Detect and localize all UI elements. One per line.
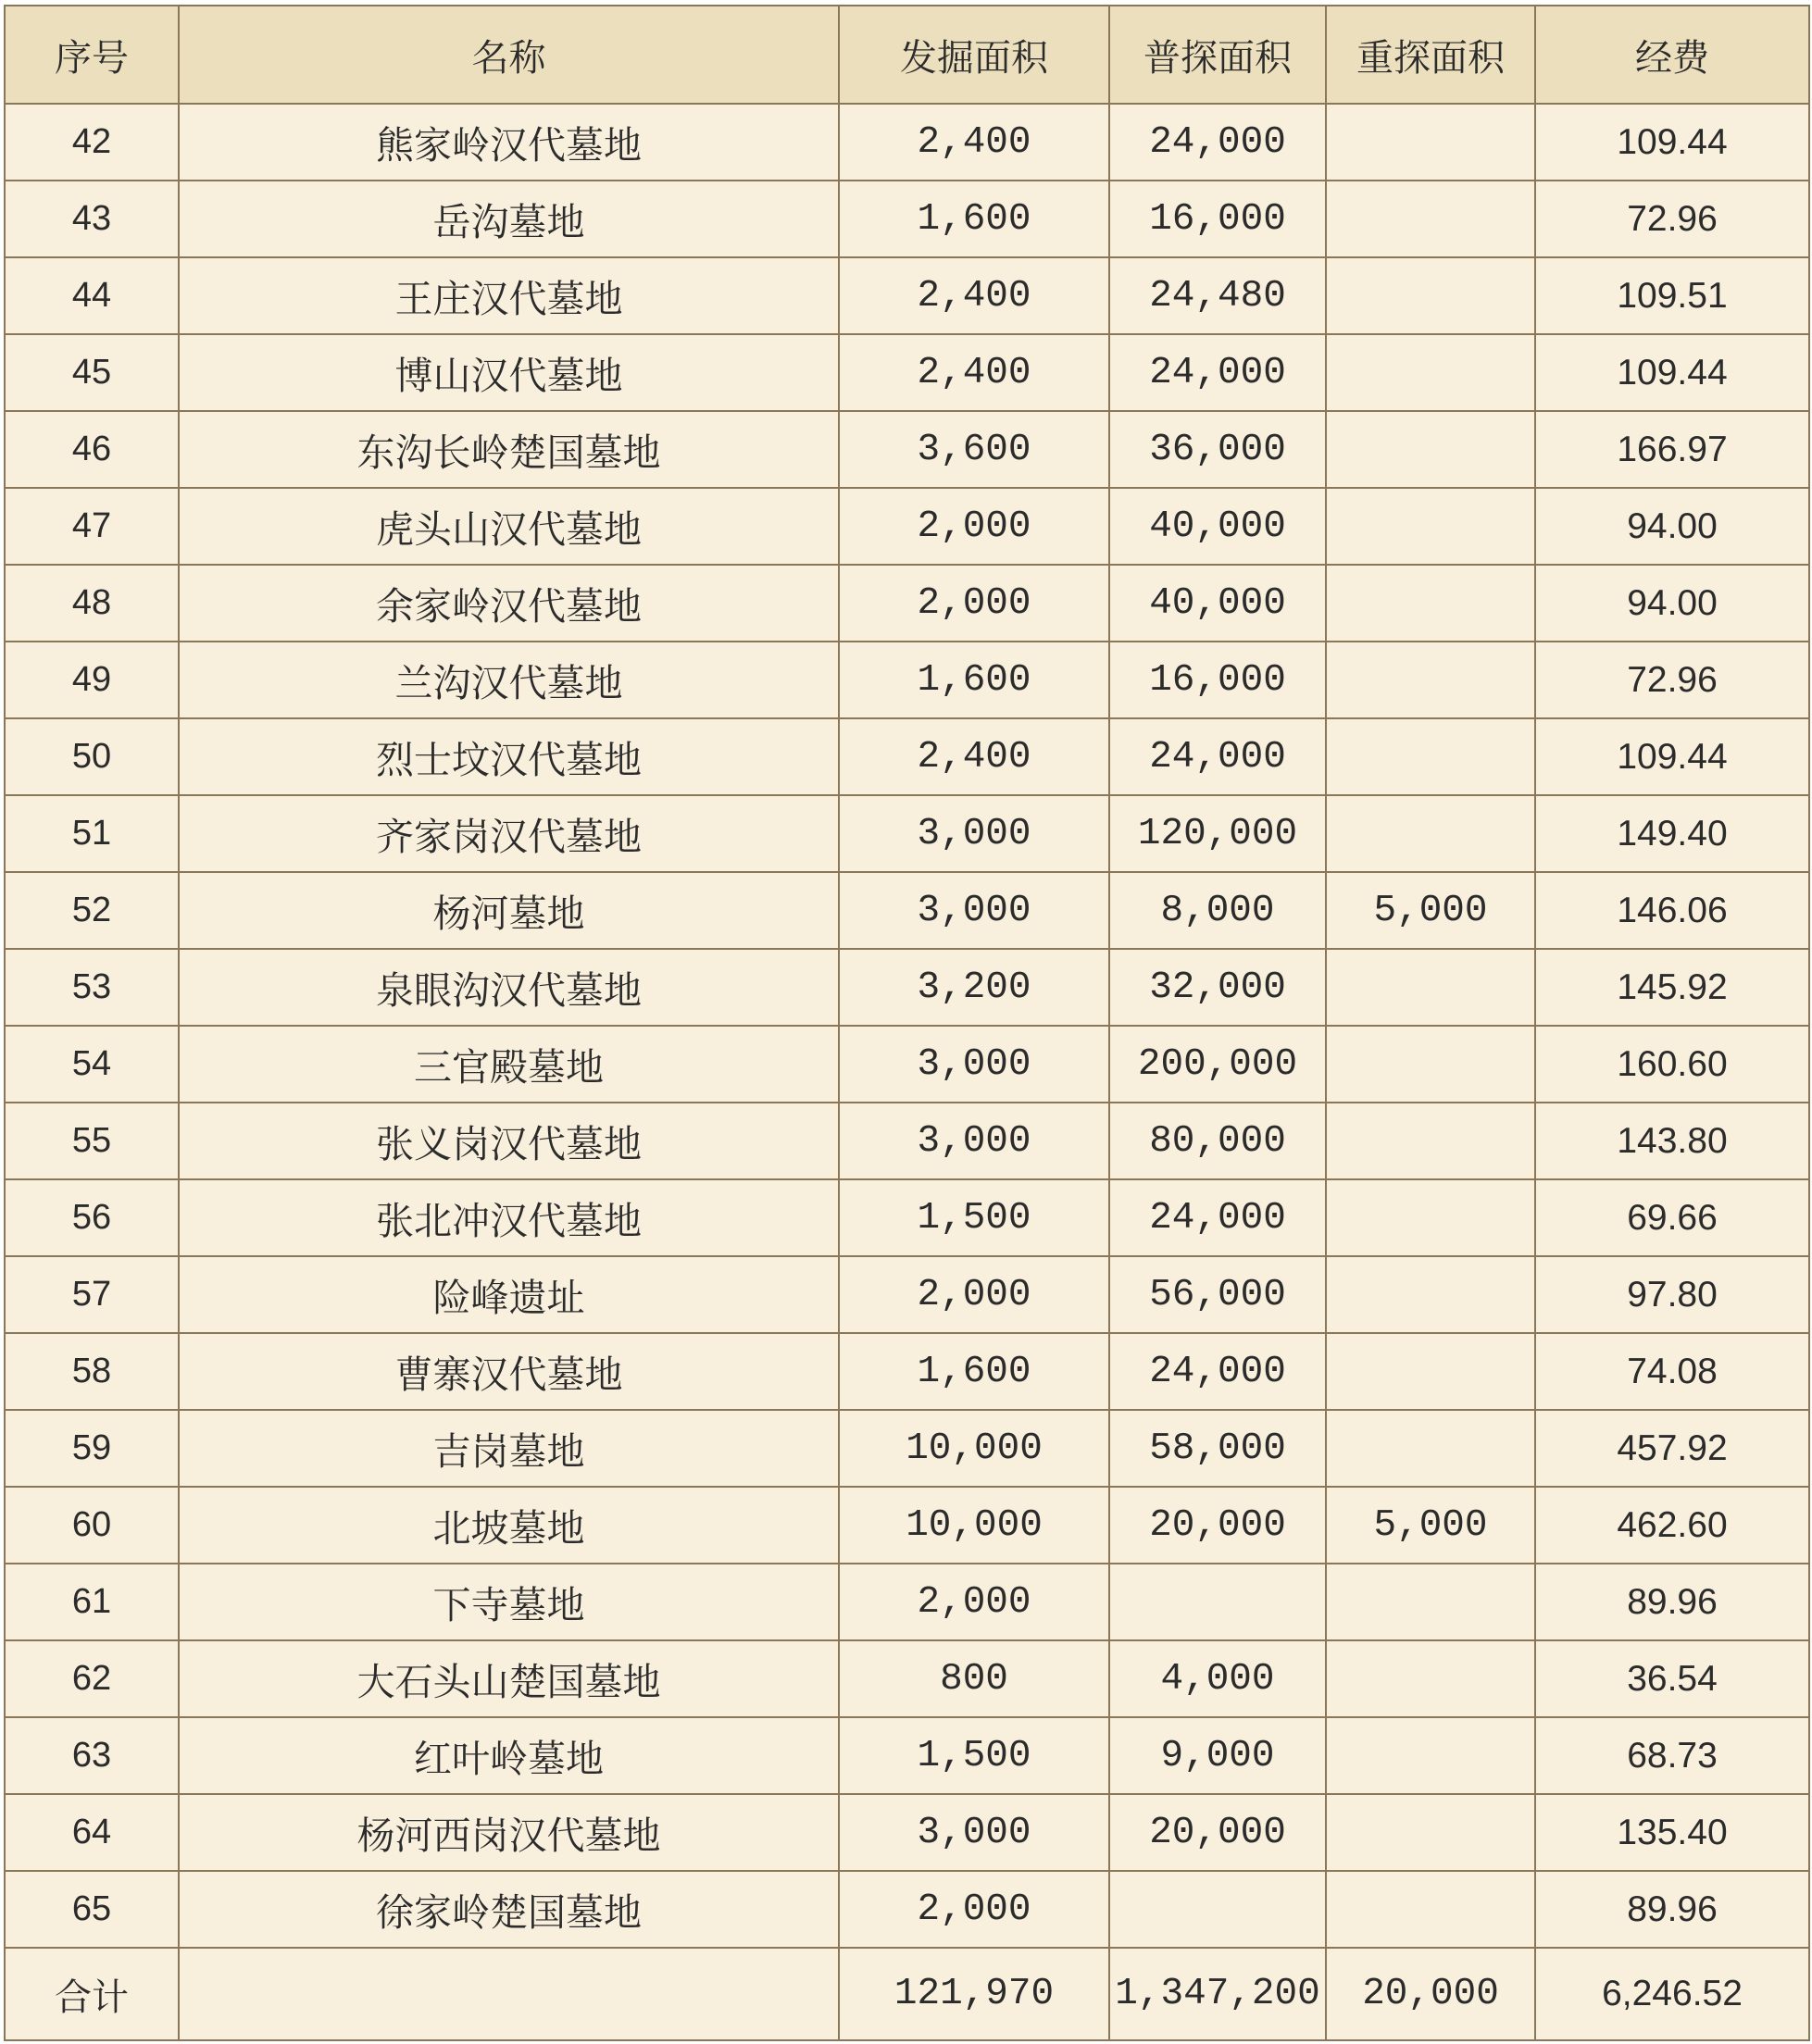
table-row bbox=[5, 1410, 1809, 1487]
seq-cell: 59 bbox=[5, 1410, 179, 1487]
total-key-survey-cell: 20,000 bbox=[1326, 1948, 1535, 2040]
table-row bbox=[5, 181, 1809, 257]
general-survey-area-cell bbox=[1109, 1564, 1326, 1640]
site-name-cell: 杨河墓地 bbox=[179, 872, 839, 949]
funding-cell: 143.80 bbox=[1535, 1103, 1809, 1179]
general-survey-area-cell: 8,000 bbox=[1109, 872, 1326, 949]
site-name-cell: 烈士坟汉代墓地 bbox=[179, 718, 839, 795]
seq-cell: 47 bbox=[5, 488, 179, 565]
seq-cell: 45 bbox=[5, 334, 179, 411]
site-name-cell: 齐家岗汉代墓地 bbox=[179, 795, 839, 872]
funding-cell: 109.51 bbox=[1535, 257, 1809, 334]
seq-cell: 49 bbox=[5, 642, 179, 718]
site-name-cell: 余家岭汉代墓地 bbox=[179, 565, 839, 642]
table-row bbox=[5, 1179, 1809, 1256]
site-name-cell: 兰沟汉代墓地 bbox=[179, 642, 839, 718]
funding-cell: 94.00 bbox=[1535, 565, 1809, 642]
excavation-area-cell: 10,000 bbox=[839, 1487, 1109, 1564]
table-row bbox=[5, 411, 1809, 488]
general-survey-area-cell: 24,000 bbox=[1109, 1179, 1326, 1256]
general-survey-area-cell: 16,000 bbox=[1109, 181, 1326, 257]
funding-cell: 94.00 bbox=[1535, 488, 1809, 565]
key-survey-area-cell bbox=[1326, 1717, 1535, 1794]
funding-cell: 72.96 bbox=[1535, 181, 1809, 257]
excavation-area-cell: 2,000 bbox=[839, 1871, 1109, 1948]
seq-cell: 52 bbox=[5, 872, 179, 949]
key-survey-area-cell bbox=[1326, 1640, 1535, 1717]
funding-cell: 166.97 bbox=[1535, 411, 1809, 488]
header-name: 名称 bbox=[179, 6, 839, 104]
seq-cell: 46 bbox=[5, 411, 179, 488]
seq-cell: 57 bbox=[5, 1256, 179, 1333]
funding-cell: 109.44 bbox=[1535, 334, 1809, 411]
site-name-cell: 岳沟墓地 bbox=[179, 181, 839, 257]
site-name-cell: 徐家岭楚国墓地 bbox=[179, 1871, 839, 1948]
table-row bbox=[5, 1564, 1809, 1640]
table-body bbox=[5, 104, 1809, 1948]
excavation-area-cell: 3,000 bbox=[839, 795, 1109, 872]
key-survey-area-cell bbox=[1326, 795, 1535, 872]
general-survey-area-cell: 24,000 bbox=[1109, 1333, 1326, 1410]
key-survey-area-cell bbox=[1326, 488, 1535, 565]
total-excavation-cell: 121,970 bbox=[839, 1948, 1109, 2040]
total-row bbox=[5, 1948, 1809, 2040]
general-survey-area-cell: 16,000 bbox=[1109, 642, 1326, 718]
key-survey-area-cell bbox=[1326, 1256, 1535, 1333]
key-survey-area-cell: 5,000 bbox=[1326, 1487, 1535, 1564]
site-name-cell: 红叶岭墓地 bbox=[179, 1717, 839, 1794]
general-survey-area-cell: 120,000 bbox=[1109, 795, 1326, 872]
funding-cell: 462.60 bbox=[1535, 1487, 1809, 1564]
table-header bbox=[5, 6, 1809, 104]
seq-cell: 50 bbox=[5, 718, 179, 795]
header-row bbox=[5, 6, 1809, 104]
key-survey-area-cell bbox=[1326, 949, 1535, 1026]
general-survey-area-cell: 24,000 bbox=[1109, 104, 1326, 181]
funding-cell: 160.60 bbox=[1535, 1026, 1809, 1103]
key-survey-area-cell bbox=[1326, 565, 1535, 642]
general-survey-area-cell: 40,000 bbox=[1109, 488, 1326, 565]
excavation-area-cell: 1,600 bbox=[839, 1333, 1109, 1410]
funding-cell: 97.80 bbox=[1535, 1256, 1809, 1333]
table-row bbox=[5, 334, 1809, 411]
general-survey-area-cell: 24,000 bbox=[1109, 718, 1326, 795]
seq-cell: 54 bbox=[5, 1026, 179, 1103]
table-row bbox=[5, 1103, 1809, 1179]
header-seq: 序号 bbox=[5, 6, 179, 104]
funding-cell: 135.40 bbox=[1535, 1794, 1809, 1871]
funding-cell: 68.73 bbox=[1535, 1717, 1809, 1794]
table-row bbox=[5, 565, 1809, 642]
general-survey-area-cell: 56,000 bbox=[1109, 1256, 1326, 1333]
seq-cell: 44 bbox=[5, 257, 179, 334]
funding-cell: 89.96 bbox=[1535, 1564, 1809, 1640]
table-row bbox=[5, 718, 1809, 795]
table-row bbox=[5, 642, 1809, 718]
seq-cell: 64 bbox=[5, 1794, 179, 1871]
funding-cell: 74.08 bbox=[1535, 1333, 1809, 1410]
site-name-cell: 熊家岭汉代墓地 bbox=[179, 104, 839, 181]
header-funding: 经费 bbox=[1535, 6, 1809, 104]
excavation-area-cell: 3,200 bbox=[839, 949, 1109, 1026]
general-survey-area-cell bbox=[1109, 1871, 1326, 1948]
key-survey-area-cell bbox=[1326, 257, 1535, 334]
site-name-cell: 下寺墓地 bbox=[179, 1564, 839, 1640]
general-survey-area-cell: 4,000 bbox=[1109, 1640, 1326, 1717]
funding-cell: 72.96 bbox=[1535, 642, 1809, 718]
table-row bbox=[5, 1256, 1809, 1333]
table-row bbox=[5, 1794, 1809, 1871]
key-survey-area-cell bbox=[1326, 1410, 1535, 1487]
seq-cell: 55 bbox=[5, 1103, 179, 1179]
excavation-area-cell: 1,600 bbox=[839, 181, 1109, 257]
excavation-area-cell: 800 bbox=[839, 1640, 1109, 1717]
table-footer bbox=[5, 1948, 1809, 2040]
key-survey-area-cell bbox=[1326, 1103, 1535, 1179]
site-name-cell: 东沟长岭楚国墓地 bbox=[179, 411, 839, 488]
site-name-cell: 北坡墓地 bbox=[179, 1487, 839, 1564]
table-row bbox=[5, 1640, 1809, 1717]
seq-cell: 42 bbox=[5, 104, 179, 181]
table-row bbox=[5, 1871, 1809, 1948]
excavation-area-cell: 10,000 bbox=[839, 1410, 1109, 1487]
general-survey-area-cell: 20,000 bbox=[1109, 1487, 1326, 1564]
excavation-area-cell: 2,000 bbox=[839, 1256, 1109, 1333]
total-name-cell bbox=[179, 1948, 839, 2040]
excavation-area-cell: 3,000 bbox=[839, 872, 1109, 949]
table-row bbox=[5, 1717, 1809, 1794]
excavation-area-cell: 1,500 bbox=[839, 1179, 1109, 1256]
header-key-survey-area: 重探面积 bbox=[1326, 6, 1535, 104]
site-name-cell: 泉眼沟汉代墓地 bbox=[179, 949, 839, 1026]
table-row bbox=[5, 257, 1809, 334]
excavation-area-cell: 2,400 bbox=[839, 334, 1109, 411]
excavation-area-cell: 3,000 bbox=[839, 1103, 1109, 1179]
site-name-cell: 张义岗汉代墓地 bbox=[179, 1103, 839, 1179]
excavation-area-cell: 2,000 bbox=[839, 1564, 1109, 1640]
excavation-area-cell: 3,000 bbox=[839, 1794, 1109, 1871]
excavation-area-cell: 1,500 bbox=[839, 1717, 1109, 1794]
key-survey-area-cell bbox=[1326, 642, 1535, 718]
site-name-cell: 杨河西岗汉代墓地 bbox=[179, 1794, 839, 1871]
site-name-cell: 大石头山楚国墓地 bbox=[179, 1640, 839, 1717]
seq-cell: 65 bbox=[5, 1871, 179, 1948]
funding-cell: 109.44 bbox=[1535, 104, 1809, 181]
header-general-survey-area: 普探面积 bbox=[1109, 6, 1326, 104]
general-survey-area-cell: 58,000 bbox=[1109, 1410, 1326, 1487]
site-name-cell: 博山汉代墓地 bbox=[179, 334, 839, 411]
key-survey-area-cell bbox=[1326, 1026, 1535, 1103]
seq-cell: 48 bbox=[5, 565, 179, 642]
funding-cell: 89.96 bbox=[1535, 1871, 1809, 1948]
general-survey-area-cell: 80,000 bbox=[1109, 1103, 1326, 1179]
funding-cell: 109.44 bbox=[1535, 718, 1809, 795]
data-table-container bbox=[4, 5, 1808, 2039]
funding-cell: 145.92 bbox=[1535, 949, 1809, 1026]
general-survey-area-cell: 36,000 bbox=[1109, 411, 1326, 488]
seq-cell: 62 bbox=[5, 1640, 179, 1717]
site-name-cell: 曹寨汉代墓地 bbox=[179, 1333, 839, 1410]
site-name-cell: 险峰遗址 bbox=[179, 1256, 839, 1333]
table-row bbox=[5, 488, 1809, 565]
key-survey-area-cell bbox=[1326, 104, 1535, 181]
site-name-cell: 虎头山汉代墓地 bbox=[179, 488, 839, 565]
site-name-cell: 吉岗墓地 bbox=[179, 1410, 839, 1487]
table-row bbox=[5, 1333, 1809, 1410]
header-excavation-area: 发掘面积 bbox=[839, 6, 1109, 104]
excavation-budget-table bbox=[4, 5, 1810, 2041]
site-name-cell: 张北冲汉代墓地 bbox=[179, 1179, 839, 1256]
seq-cell: 53 bbox=[5, 949, 179, 1026]
total-general-survey-cell: 1,347,200 bbox=[1109, 1948, 1326, 2040]
excavation-area-cell: 2,400 bbox=[839, 104, 1109, 181]
site-name-cell: 王庄汉代墓地 bbox=[179, 257, 839, 334]
excavation-area-cell: 2,000 bbox=[839, 488, 1109, 565]
table-row bbox=[5, 1026, 1809, 1103]
table-row bbox=[5, 872, 1809, 949]
excavation-area-cell: 2,000 bbox=[839, 565, 1109, 642]
general-survey-area-cell: 24,480 bbox=[1109, 257, 1326, 334]
funding-cell: 457.92 bbox=[1535, 1410, 1809, 1487]
funding-cell: 146.06 bbox=[1535, 872, 1809, 949]
excavation-area-cell: 2,400 bbox=[839, 718, 1109, 795]
total-label: 合计 bbox=[5, 1948, 179, 2040]
seq-cell: 56 bbox=[5, 1179, 179, 1256]
key-survey-area-cell bbox=[1326, 1871, 1535, 1948]
table-row bbox=[5, 795, 1809, 872]
key-survey-area-cell bbox=[1326, 1794, 1535, 1871]
key-survey-area-cell bbox=[1326, 718, 1535, 795]
funding-cell: 36.54 bbox=[1535, 1640, 1809, 1717]
general-survey-area-cell: 200,000 bbox=[1109, 1026, 1326, 1103]
seq-cell: 60 bbox=[5, 1487, 179, 1564]
seq-cell: 43 bbox=[5, 181, 179, 257]
key-survey-area-cell bbox=[1326, 181, 1535, 257]
key-survey-area-cell bbox=[1326, 1564, 1535, 1640]
funding-cell: 149.40 bbox=[1535, 795, 1809, 872]
total-funding-cell: 6,246.52 bbox=[1535, 1948, 1809, 2040]
excavation-area-cell: 3,600 bbox=[839, 411, 1109, 488]
site-name-cell: 三官殿墓地 bbox=[179, 1026, 839, 1103]
excavation-area-cell: 3,000 bbox=[839, 1026, 1109, 1103]
funding-cell: 69.66 bbox=[1535, 1179, 1809, 1256]
general-survey-area-cell: 40,000 bbox=[1109, 565, 1326, 642]
key-survey-area-cell bbox=[1326, 1333, 1535, 1410]
key-survey-area-cell bbox=[1326, 334, 1535, 411]
seq-cell: 61 bbox=[5, 1564, 179, 1640]
general-survey-area-cell: 20,000 bbox=[1109, 1794, 1326, 1871]
key-survey-area-cell bbox=[1326, 411, 1535, 488]
key-survey-area-cell: 5,000 bbox=[1326, 872, 1535, 949]
seq-cell: 51 bbox=[5, 795, 179, 872]
seq-cell: 63 bbox=[5, 1717, 179, 1794]
table-row bbox=[5, 1487, 1809, 1564]
excavation-area-cell: 2,400 bbox=[839, 257, 1109, 334]
key-survey-area-cell bbox=[1326, 1179, 1535, 1256]
table-row bbox=[5, 949, 1809, 1026]
general-survey-area-cell: 24,000 bbox=[1109, 334, 1326, 411]
table-row bbox=[5, 104, 1809, 181]
excavation-area-cell: 1,600 bbox=[839, 642, 1109, 718]
seq-cell: 58 bbox=[5, 1333, 179, 1410]
general-survey-area-cell: 9,000 bbox=[1109, 1717, 1326, 1794]
general-survey-area-cell: 32,000 bbox=[1109, 949, 1326, 1026]
